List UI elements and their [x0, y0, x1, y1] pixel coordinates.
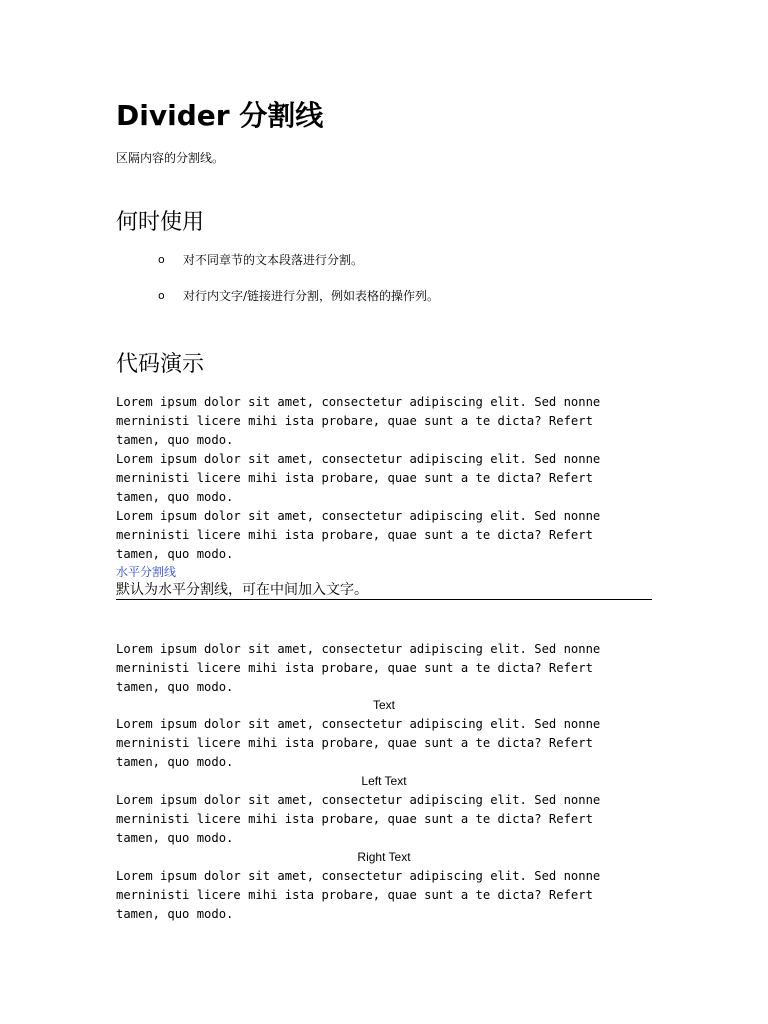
horizontal-divider-line — [116, 599, 652, 600]
page-title: Divider 分割线 — [116, 99, 324, 132]
bullet-circle-icon: o — [158, 253, 165, 266]
bullet-circle-icon: o — [158, 289, 165, 302]
list-item-text: 对不同章节的文本段落进行分割。 — [183, 253, 364, 267]
divider-text-right: Right Text — [357, 850, 411, 864]
horizontal-divider-link[interactable]: 水平分割线 — [116, 565, 177, 579]
lorem-paragraph: Lorem ipsum dolor sit amet, consectetur adipiscing elit. Sed nonne merninisti licere mihi ista probare, quae sunt a te dicta? Refert tamen, quo modo. — [116, 869, 601, 921]
page-subtitle: 区隔内容的分割线。 — [116, 151, 225, 165]
lorem-paragraph: Lorem ipsum dolor sit amet, consectetur adipiscing elit. Sed nonne merninisti licere mihi ista probare, quae sunt a te dicta? Refert tamen, quo modo. — [116, 395, 601, 447]
lorem-paragraph: Lorem ipsum dolor sit amet, consectetur adipiscing elit. Sed nonne merninisti licere mihi ista probare, quae sunt a te dicta? Refert tamen, quo modo. — [116, 793, 601, 845]
list-item-text: 对行内文字/链接进行分割，例如表格的操作列。 — [183, 289, 440, 303]
section-heading-when-to-use: 何时使用 — [116, 210, 205, 235]
lorem-paragraph: Lorem ipsum dolor sit amet, consectetur adipiscing elit. Sed nonne merninisti licere mihi ista probare, quae sunt a te dicta? Refert tamen, quo modo. — [116, 509, 601, 561]
lorem-paragraph: Lorem ipsum dolor sit amet, consectetur adipiscing elit. Sed nonne merninisti licere mihi ista probare, quae sunt a te dicta? Refert tamen, quo modo. — [116, 642, 601, 694]
divider-text-left: Left Text — [361, 774, 407, 788]
lorem-paragraph: Lorem ipsum dolor sit amet, consectetur adipiscing elit. Sed nonne merninisti licere mihi ista probare, quae sunt a te dicta? Refert tamen, quo modo. — [116, 717, 601, 769]
divider-text-center: Text — [372, 698, 395, 712]
lorem-paragraph: Lorem ipsum dolor sit amet, consectetur adipiscing elit. Sed nonne merninisti licere mihi ista probare, quae sunt a te dicta? Refert tamen, quo modo. — [116, 452, 601, 504]
section-heading-code-demo: 代码演示 — [116, 352, 205, 377]
horizontal-divider-description: 默认为水平分割线，可在中间加入文字。 — [116, 582, 368, 598]
